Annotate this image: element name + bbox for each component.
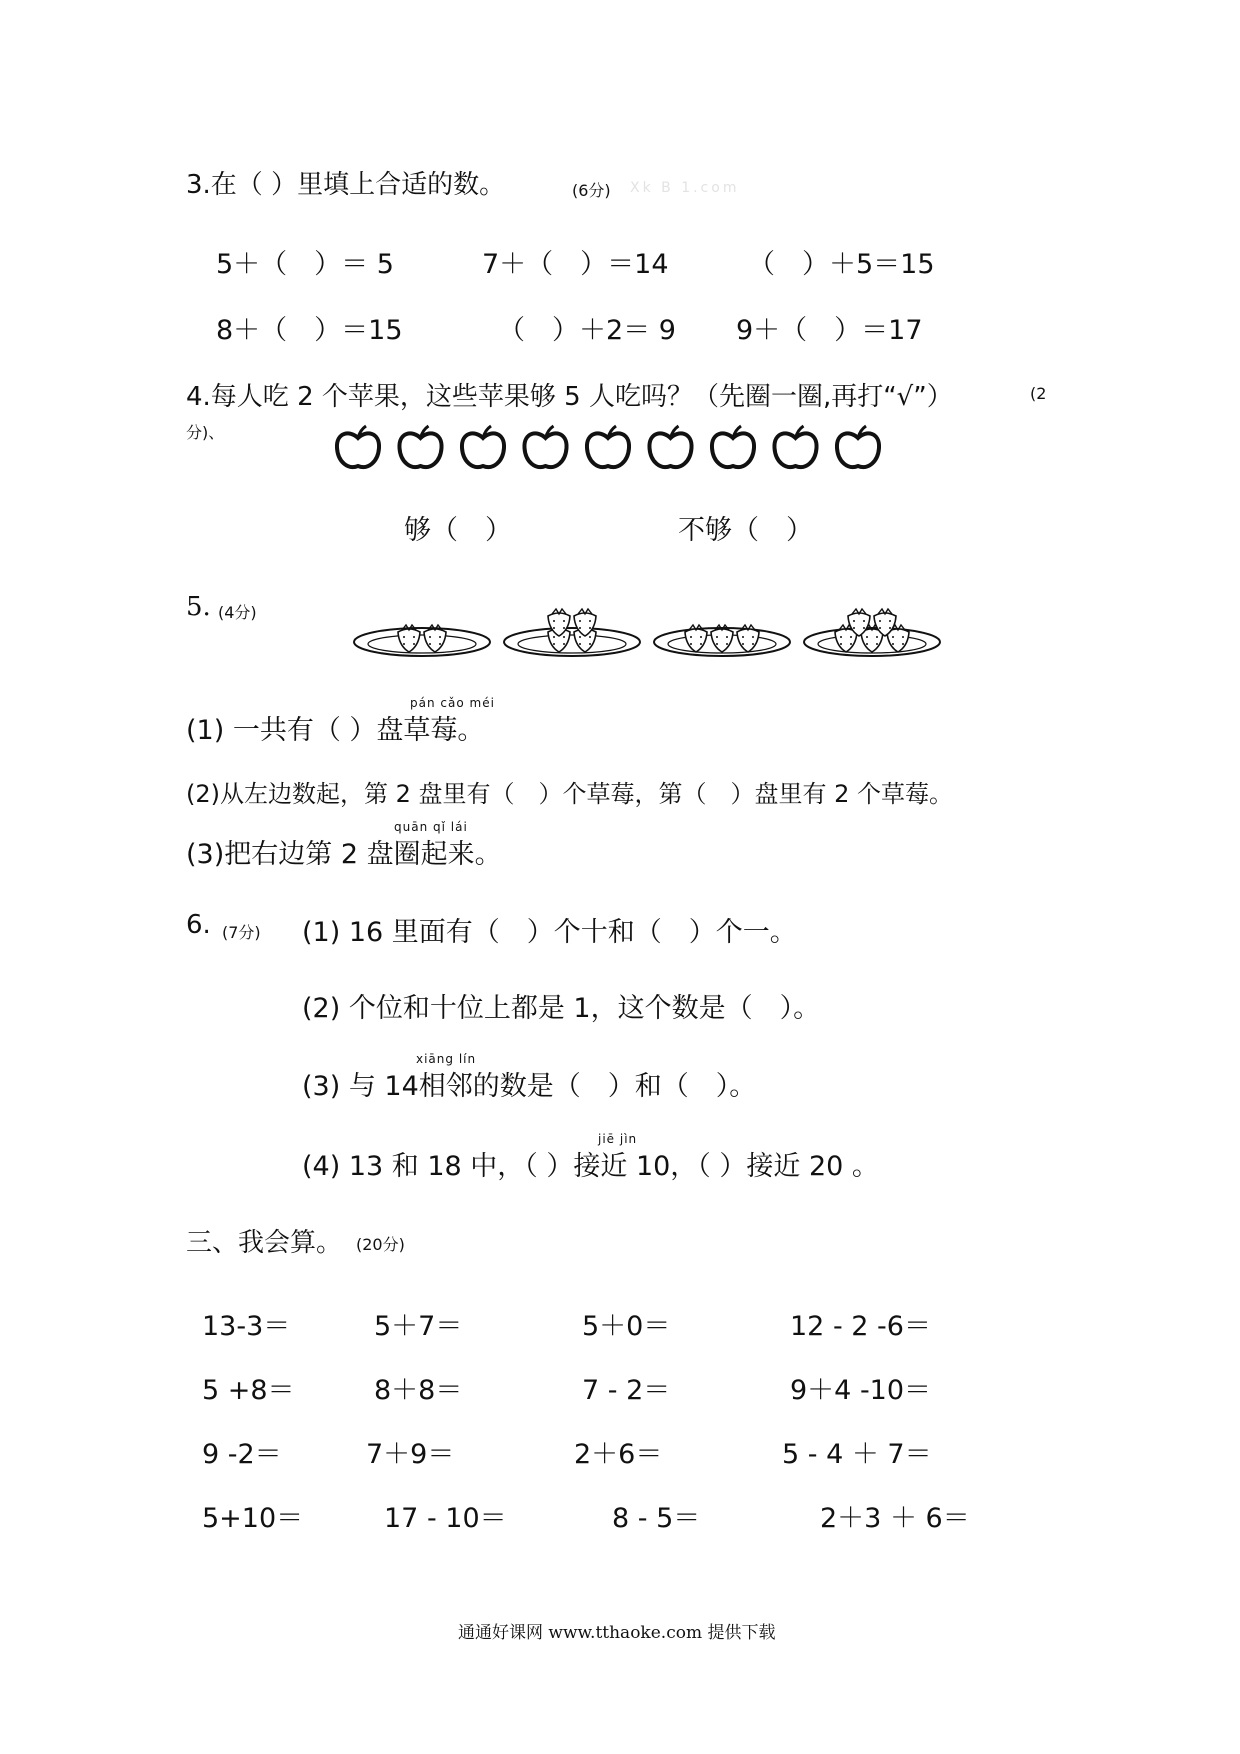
strawberry-plate-icon: [354, 625, 490, 656]
q4-score-a: (2: [1030, 384, 1047, 403]
q6-item-3: (3) 与 14相邻的数是（ ）和（ ）。: [302, 1071, 757, 1102]
q3-eq-1-1: 5＋（ ）＝ 5: [216, 249, 394, 280]
apple-icon: [837, 426, 879, 467]
q5-part-1: (1) 一共有（ ）盘草莓。: [186, 715, 485, 746]
calc-3-4: 5 - 4 ＋ 7＝: [782, 1439, 932, 1470]
calc-2-2: 8＋8＝: [374, 1375, 463, 1406]
calc-2-3: 7 - 2＝: [582, 1375, 671, 1406]
q4-option-not-enough: 不够（ ）: [678, 515, 813, 546]
strawberry-plate-icon: [504, 609, 640, 656]
q6-item-1: (1) 16 里面有（ ）个十和（ ）个一。: [302, 917, 797, 948]
q5-number: 5.: [186, 592, 211, 622]
s3-title: 三、我会算。: [186, 1228, 343, 1258]
q6-item-2: (2) 个位和十位上都是 1，这个数是（ ）。: [302, 993, 821, 1024]
watermark: Xk B 1.com: [630, 180, 740, 196]
q3-eq-2-3: 9＋（ ）＝17: [736, 315, 923, 346]
calc-1-2: 5＋7＝: [374, 1311, 463, 1342]
apple-icon: [462, 426, 504, 467]
apple-icon: [649, 426, 691, 467]
calc-1-1: 13-3＝: [202, 1311, 291, 1342]
apple-row: [336, 418, 896, 478]
calc-4-1: 5+10＝: [202, 1503, 304, 1534]
q6-item-4: (4) 13 和 18 中，（ ）接近 10，（ ）接近 20 。: [302, 1151, 879, 1182]
q3-eq-1-2: 7＋（ ）＝14: [482, 249, 669, 280]
q3-score: (6分): [572, 181, 611, 200]
calc-4-3: 8 - 5＝: [612, 1503, 701, 1534]
calc-3-1: 9 -2＝: [202, 1439, 282, 1470]
calc-4-4: 2＋3 ＋ 6＝: [820, 1503, 970, 1534]
q5-part-3: (3)把右边第 2 盘圈起来。: [186, 839, 502, 870]
calc-3-3: 2＋6＝: [574, 1439, 663, 1470]
apple-icon: [774, 426, 816, 467]
q3-eq-2-2: （ ）＋2＝ 9: [498, 315, 676, 346]
apple-icon: [337, 426, 379, 467]
calc-3-2: 7＋9＝: [366, 1439, 455, 1470]
calc-2-1: 5 +8＝: [202, 1375, 295, 1406]
footer: 通通好课网 www.tthaoke.com 提供下载: [458, 1623, 776, 1643]
apple-icon: [712, 426, 754, 467]
q6-pinyin-4: jiē jìn: [598, 1132, 638, 1146]
q6-pinyin-3: xiāng lín: [416, 1052, 477, 1066]
q6-number: 6.: [186, 910, 211, 940]
apple-icon: [399, 426, 441, 467]
q5-score: (4分): [218, 603, 257, 622]
q3-title: 3.在（ ）里填上合适的数。: [186, 170, 506, 200]
q3-eq-1-3: （ ）＋5＝15: [748, 249, 935, 280]
apple-icon: [524, 426, 566, 467]
calc-2-4: 9＋4 -10＝: [790, 1375, 932, 1406]
apple-icon: [587, 426, 629, 467]
q5-p3-pinyin: quān qǐ lái: [394, 820, 468, 834]
strawberry-plate-icon: [654, 625, 790, 656]
calc-1-4: 12 - 2 -6＝: [790, 1311, 931, 1342]
strawberry-plates: [350, 600, 950, 680]
q4-title: 4.每人吃 2 个苹果，这些苹果够 5 人吃吗？（先圈一圈,再打“√”）: [186, 382, 953, 412]
q5-part-2: (2)从左边数起，第 2 盘里有（ ）个草莓，第（ ）盘里有 2 个草莓。: [186, 780, 954, 808]
q6-score: (7分): [222, 923, 261, 942]
q4-option-enough: 够（ ）: [404, 515, 512, 546]
strawberry-plate-icon: [804, 609, 940, 656]
calc-1-3: 5＋0＝: [582, 1311, 671, 1342]
q5-p1-pinyin: pán cǎo méi: [410, 696, 495, 710]
q3-eq-2-1: 8＋（ ）＝15: [216, 315, 403, 346]
q4-score-b: 分)、: [186, 423, 225, 442]
calc-4-2: 17 - 10＝: [384, 1503, 507, 1534]
s3-score: (20分): [356, 1235, 405, 1254]
